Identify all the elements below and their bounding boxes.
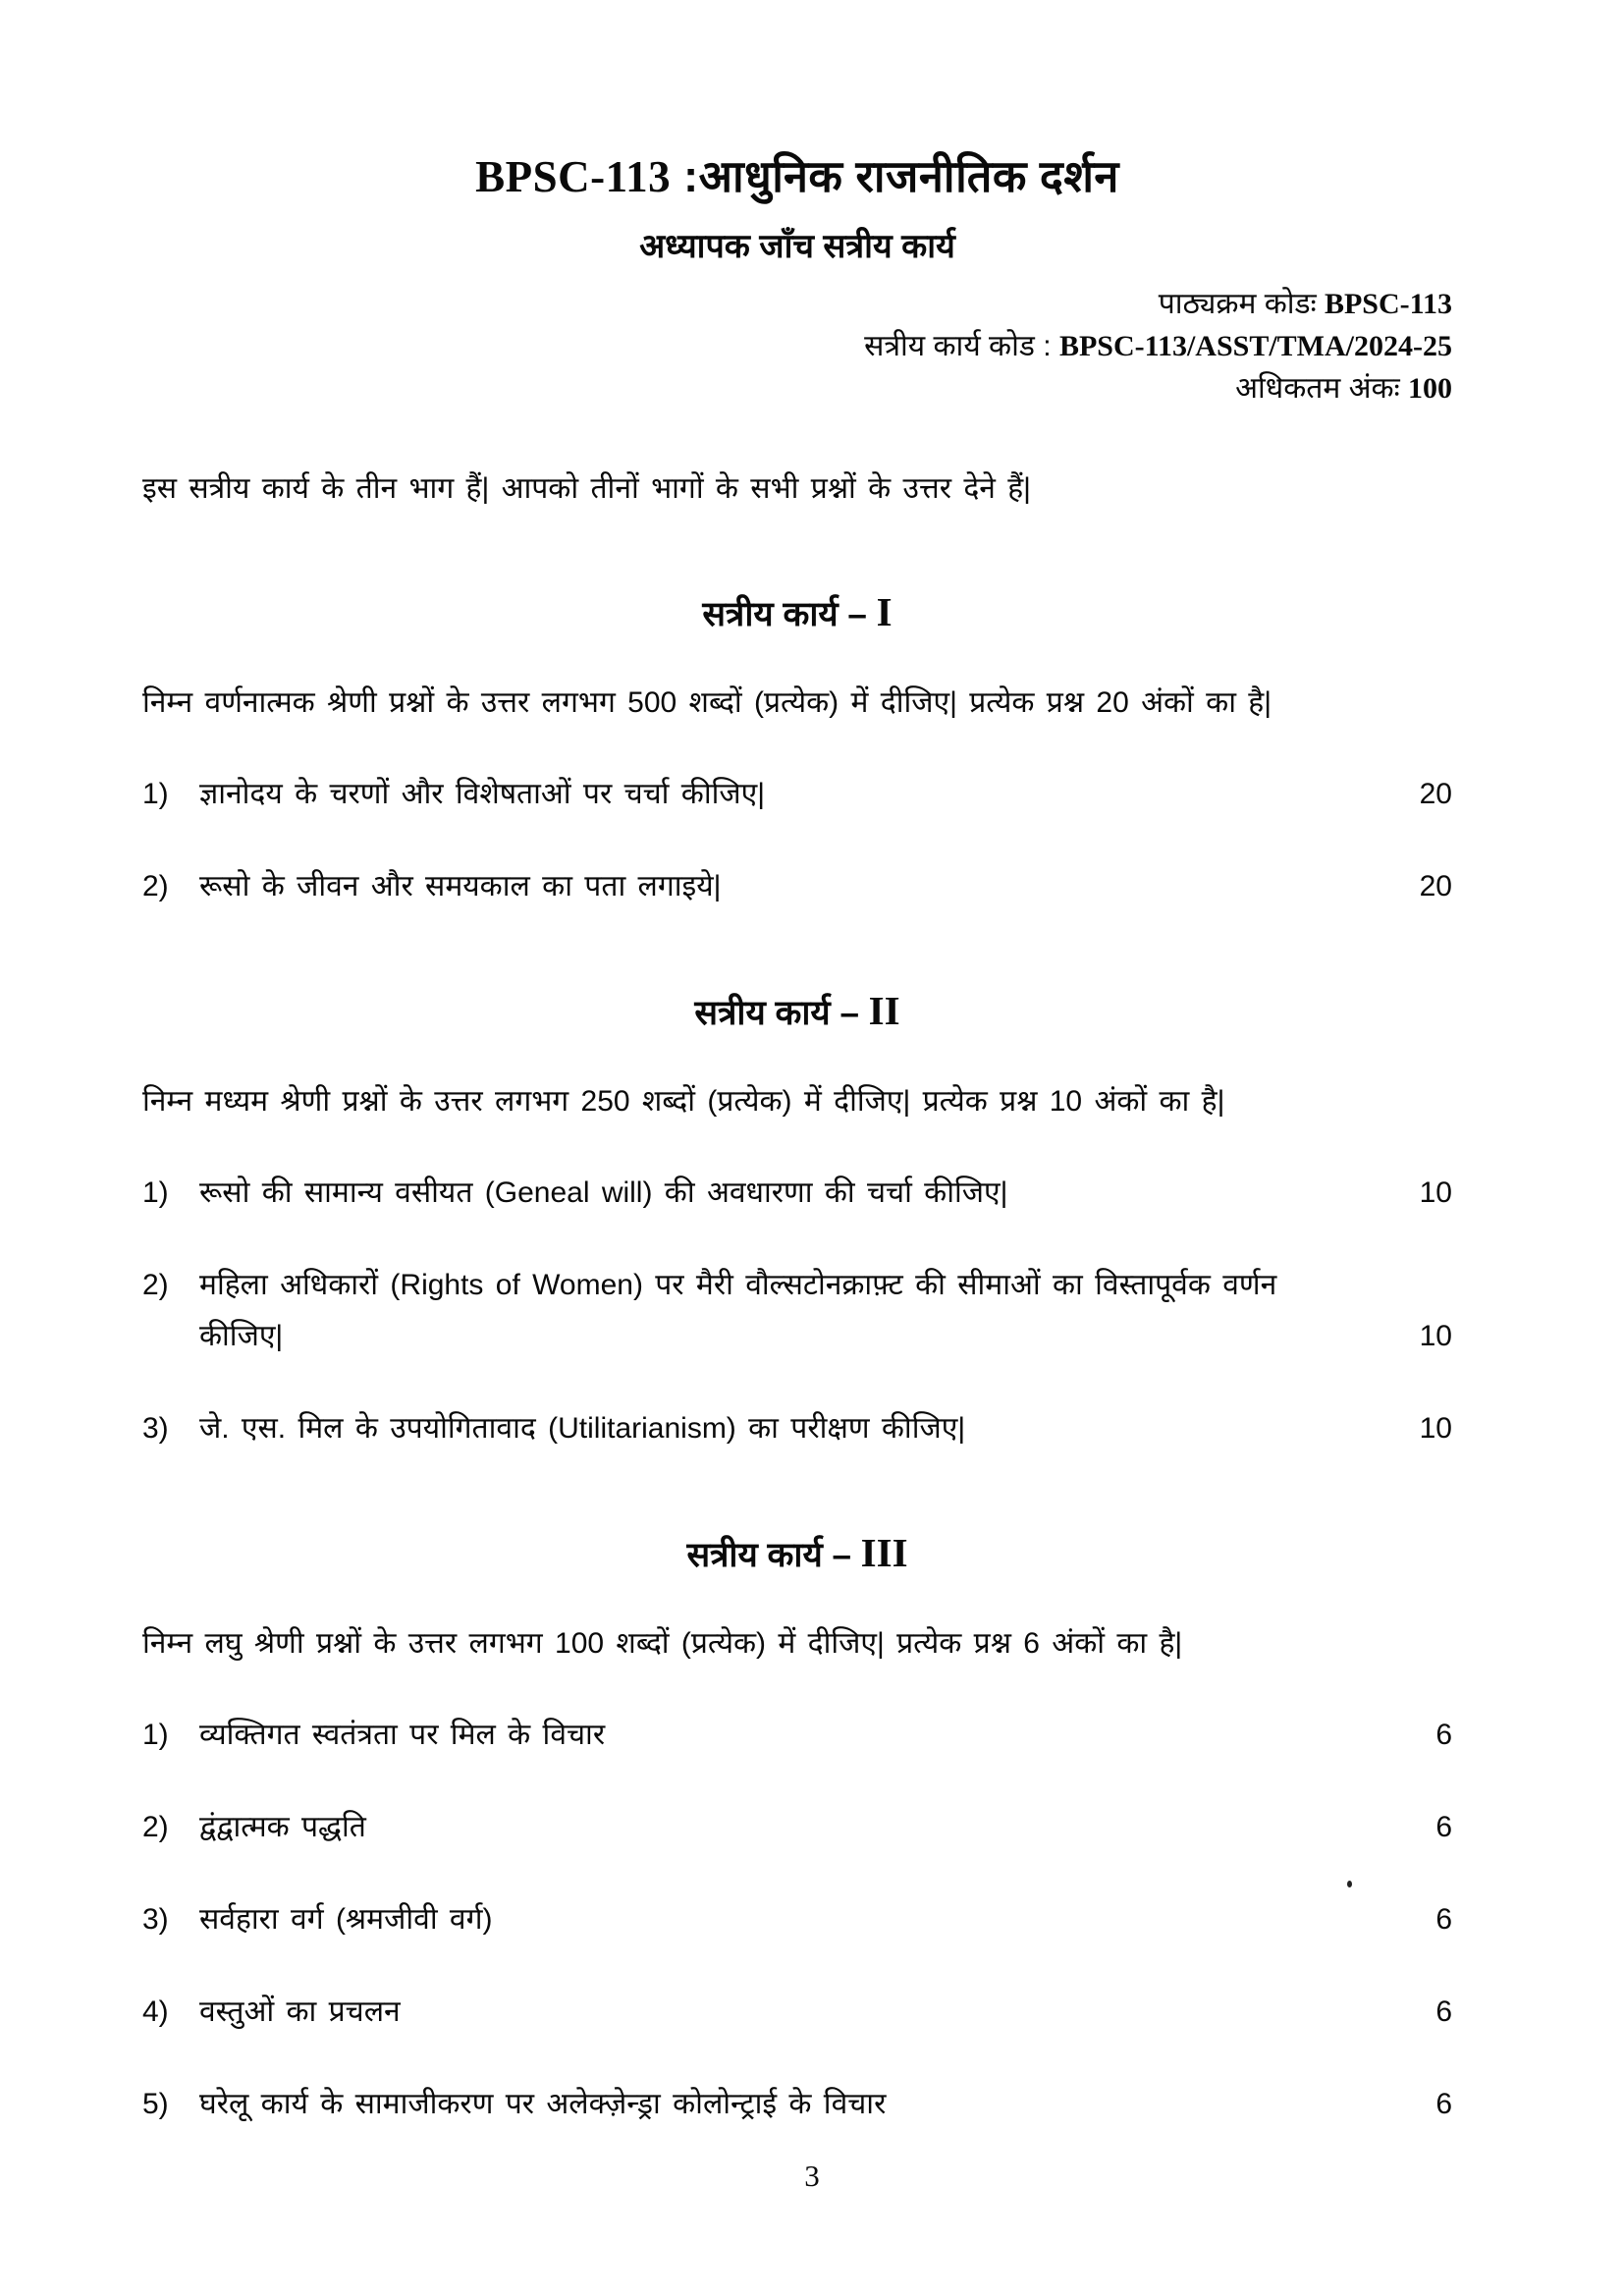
question-row (142, 769, 1452, 820)
assignment-code-label: सत्रीय कार्य कोड : (864, 330, 1059, 362)
section-3-heading-hindi: सत्रीय कार्य – (686, 1536, 861, 1574)
question-marks: 20 (1419, 870, 1452, 902)
question-number: 3) (142, 1903, 169, 1936)
section-3-instruction: निम्न लघु श्रेणी प्रश्नों के उत्तर लगभग 100 शब्दों (प्रत्येक) में दीजिए| प्रत्येक प्रश्न 6 अंकों का है| (142, 1627, 1183, 1660)
section-1-heading-hindi: सत्रीय कार्य – (702, 595, 877, 633)
page-title (142, 149, 1452, 204)
section-1-heading-numeral: I (876, 589, 893, 634)
question-number: 1) (142, 1719, 169, 1751)
question-text: वस्तुओं का प्रचलन (199, 1995, 401, 2028)
question-row (142, 1403, 1452, 1454)
section-2-instruction: निम्न मध्यम श्रेणी प्रश्नों के उत्तर लगभग 250 शब्दों (प्रत्येक) में दीजिए| प्रत्येक प्रश्न 10 अंकों का है| (142, 1085, 1225, 1118)
question-marks: 6 (1435, 1903, 1452, 1936)
question-marks: 6 (1435, 1811, 1452, 1843)
course-code-label: पाठ्यक्रम कोडः (1158, 288, 1325, 320)
question-text: महिला अधिकारों (Rights of Women) पर मैरी वौल्सटोनक्राफ़्ट की सीमाओं का विस्तापूर्वक वर्णन कीजिए| (199, 1269, 1277, 1352)
question-text: घरेलू कार्य के सामाजीकरण पर अलेक्ज़ेन्ड्रा कोलोन्ट्राई के विचार (199, 2088, 887, 2120)
section-3-heading (142, 1529, 1452, 1577)
question-row (142, 861, 1452, 912)
intro-paragraph: इस सत्रीय कार्य के तीन भाग हैं| आपको तीनों भागों के सभी प्रश्नों के उत्तर देने हैं| (142, 472, 1031, 505)
page-title-course-code: BPSC-113 (475, 152, 672, 201)
question-row (142, 1168, 1452, 1219)
section-1-heading (142, 588, 1452, 636)
question-marks: 6 (1435, 2088, 1452, 2120)
page-subtitle: अध्यापक जाँच सत्रीय कार्य (639, 228, 955, 265)
page-number: 3 (804, 2159, 820, 2193)
question-text: व्यक्तिगत स्वतंत्रता पर मिल के विचार (199, 1719, 606, 1751)
question-text: रूसो की सामान्य वसीयत (Geneal will) की अवधारणा की चर्चा कीजिए| (199, 1176, 1008, 1209)
question-row (142, 1894, 1452, 1945)
question-text: द्वंद्वात्मक पद्धति (199, 1811, 366, 1843)
question-row (142, 1987, 1452, 2038)
question-text: ज्ञानोदय के चरणों और विशेषताओं पर चर्चा कीजिए| (199, 778, 765, 810)
page-title-separator: : (671, 151, 699, 201)
course-info-block (142, 283, 1452, 410)
section-2-heading-hindi: सत्रीय कार्य – (694, 994, 869, 1032)
section-2-heading-numeral: II (868, 988, 900, 1033)
question-text: रूसो के जीवन और समयकाल का पता लगाइये| (199, 870, 722, 902)
section-1-instruction: निम्न वर्णनात्मक श्रेणी प्रश्नों के उत्तर लगभग 500 शब्दों (प्रत्येक) में दीजिए| प्रत्येक प्रश्न 20 अंकों का है| (142, 686, 1272, 719)
question-marks: 6 (1435, 1719, 1452, 1751)
question-text: जे. एस. मिल के उपयोगितावाद (Utilitarianism) का परीक्षण कीजिए| (199, 1412, 966, 1445)
question-number: 2) (142, 1269, 169, 1301)
section-2-heading (142, 987, 1452, 1035)
question-marks: 10 (1419, 1320, 1452, 1352)
assignment-code-line (142, 325, 1452, 367)
question-number: 2) (142, 1811, 169, 1843)
question-marks: 6 (1435, 1995, 1452, 2028)
question-number: 1) (142, 1176, 169, 1209)
question-text: सर्वहारा वर्ग (श्रमजीवी वर्ग) (199, 1903, 493, 1936)
question-row (142, 1802, 1452, 1853)
question-marks: 20 (1419, 778, 1452, 810)
question-marks: 10 (1419, 1176, 1452, 1209)
question-row (142, 1260, 1452, 1362)
section-3-heading-numeral: III (860, 1530, 908, 1575)
page-title-hindi: आधुनिक राजनीतिक दर्शन (698, 151, 1119, 201)
question-row (142, 2079, 1452, 2130)
course-code-value: BPSC-113 (1324, 288, 1452, 320)
question-number: 2) (142, 870, 169, 902)
max-marks-line (142, 367, 1452, 410)
question-marks: 10 (1419, 1412, 1452, 1445)
question-number: 5) (142, 2088, 169, 2120)
assignment-code-value: BPSC-113/ASST/TMA/2024-25 (1058, 330, 1452, 362)
question-row (142, 1710, 1452, 1761)
course-code-line (142, 283, 1452, 325)
max-marks-label: अधिकतम अंकः (1235, 372, 1408, 405)
question-number: 4) (142, 1995, 169, 2028)
question-number: 1) (142, 778, 169, 810)
question-number: 3) (142, 1412, 169, 1445)
stray-print-mark (1347, 1881, 1352, 1887)
max-marks-value: 100 (1408, 372, 1452, 405)
